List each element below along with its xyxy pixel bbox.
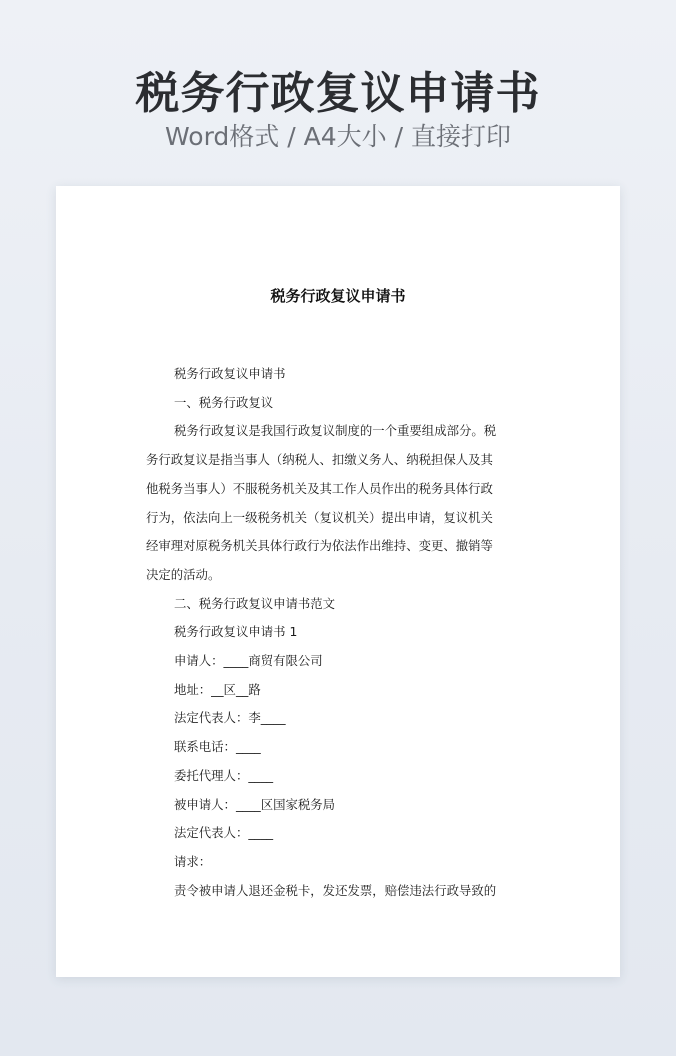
doc-line-section-1: 一、税务行政复议 xyxy=(174,394,274,410)
doc-line-para-3: 他税务当事人）不服税务机关及其工作人员作出的税务具体行政 xyxy=(146,480,493,496)
doc-line-request-label: 请求： xyxy=(174,853,212,869)
doc-line-respondent: 被申请人：____区国家税务局 xyxy=(174,796,336,812)
document-page xyxy=(56,186,620,977)
document-title: 税务行政复议申请书 xyxy=(270,287,406,305)
doc-line-respondent-legal-rep: 法定代表人：____ xyxy=(174,825,274,841)
doc-line-sample-title: 税务行政复议申请书 1 xyxy=(174,624,298,640)
doc-line-applicant: 申请人：____商贸有限公司 xyxy=(174,653,323,669)
doc-line-request-text: 责令被申请人退还金税卡，发还发票，赔偿违法行政导致的 xyxy=(174,882,497,898)
doc-line-para-5: 经审理对原税务机关具体行政行为依法作出维持、变更、撤销等 xyxy=(146,538,493,554)
doc-line-address: 地址：__区__路 xyxy=(174,681,261,697)
doc-line-legal-rep: 法定代表人：李____ xyxy=(174,710,286,726)
doc-line-para-2: 务行政复议是指当事人（纳税人、扣缴义务人、纳税担保人及其 xyxy=(146,452,493,468)
header-subtitle: Word格式 / A4大小 / 直接打印 xyxy=(165,122,511,151)
doc-line-para-1: 税务行政复议是我国行政复议制度的一个重要组成部分。税 xyxy=(174,423,497,439)
doc-line-para-6: 决定的活动。 xyxy=(146,566,221,582)
doc-line-section-2: 二、税务行政复议申请书范文 xyxy=(174,595,336,611)
doc-line-para-4: 行为，依法向上一级税务机关（复议机关）提出申请，复议机关 xyxy=(146,509,493,525)
document-body xyxy=(146,360,530,905)
header-title: 税务行政复议申请书 xyxy=(135,68,541,119)
doc-line-heading: 税务行政复议申请书 xyxy=(174,366,286,381)
doc-line-agent: 委托代理人：____ xyxy=(174,767,274,783)
doc-line-phone: 联系电话：____ xyxy=(174,739,261,755)
